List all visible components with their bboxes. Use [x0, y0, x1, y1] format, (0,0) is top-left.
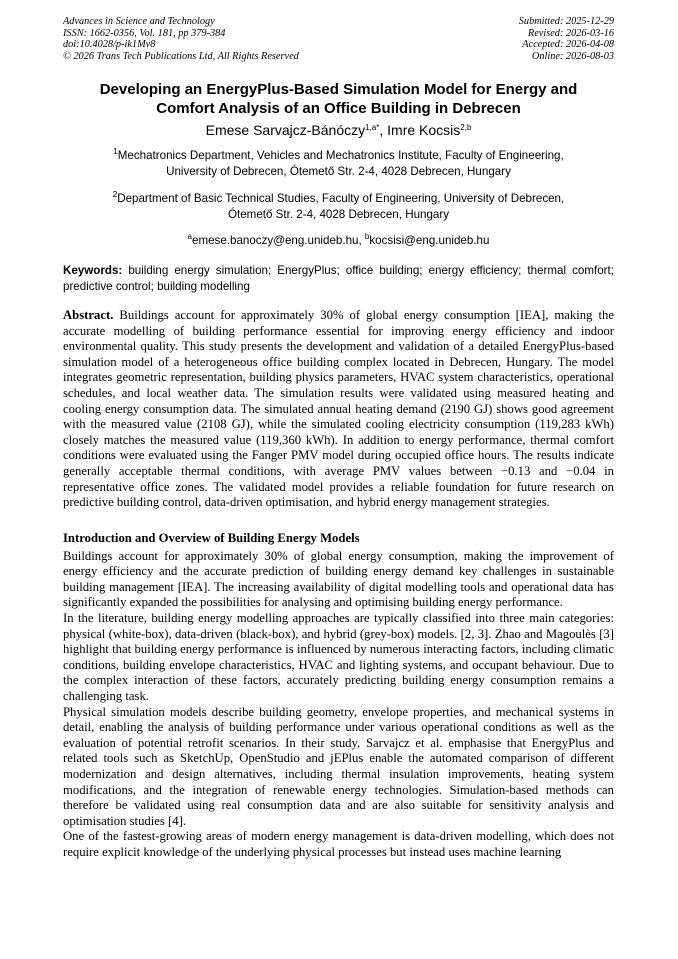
author-emails — [63, 229, 614, 249]
email-mark: b — [364, 232, 370, 242]
abstract — [63, 308, 614, 511]
submitted-date: Submitted: 2025-12-29 — [518, 16, 614, 27]
keywords-text: building energy simulation; EnergyPlus; office building; energy efficiency; thermal comfort; predictive control; building modelling — [63, 264, 614, 294]
affiliation-mark: 2 — [112, 190, 118, 200]
journal-info — [63, 16, 299, 62]
email-mark: a — [187, 232, 192, 242]
running-header — [63, 16, 614, 62]
email-separator: , — [358, 234, 365, 248]
publication-dates — [519, 16, 614, 62]
body-paragraph: One of the fastest-growing areas of modern energy management is data-driven modelling, which does not require explicit knowledge of the underlying physical processes but instead uses machine learning — [63, 829, 614, 859]
issn-line: ISSN: 1662-0356, Vol. 181, pp 379-384 — [63, 27, 226, 39]
affiliation-line: University of Debrecen, Ótemető Str. 2-4, 4028 Debrecen, Hungary — [166, 165, 511, 179]
journal-name: Advances in Science and Technology — [63, 16, 215, 27]
online-date: Online: 2026-08-03 — [531, 50, 614, 62]
author-affiliation-mark: 1,a* — [365, 123, 380, 133]
abstract-text: Buildings account for approximately 30% of global energy consumption [IEA], making the accurate modelling of building performance essential for improving energy efficiency and indoor environmental quality. This study presents the development and validation of a detailed EnergyPlus-based simulation model of a heterogeneous office building complex located in Debrecen, Hungary. The model integrates geometric representation, building physics parameters, HVAC system characteristics, operational schedules, and local weather data. The simulation results were validated using measured heating and cooling energy consumption data. The simulated annual heating demand (2190 GJ) shows good agreement with the measured value (2108 GJ), while the simulated cooling electricity consumption (119,283 kWh) closely matches the measured value (119,360 kWh). In addition to energy performance, thermal comfort conditions were evaluated using the Fanger PMV model during occupied office hours. The results indicate generally acceptable thermal conditions, with average PMV values between −0.13 and −0.04 in representative office zones. The validated model provides a reliable foundation for future research on predictive building control, data-driven optimisation, and hybrid energy management strategies. — [63, 307, 614, 510]
body-paragraph: Buildings account for approximately 30% of global energy consumption, making the improvement of energy efficiency and the accurate prediction of building energy demand key challenges in sustainable building management [IEA]. The increasing availability of digital modelling tools and operational data has significantly expanded the possibilities for analysing and optimising building energy performance. — [63, 548, 614, 610]
copyright-line: © 2026 Trans Tech Publications Ltd, All Rights Reserved — [63, 50, 299, 62]
paper-title: Developing an EnergyPlus-Based Simulation Model for Energy and Comfort Analysis of an Office Building in Debrecen — [99, 81, 578, 118]
accepted-date: Accepted: 2026-04-08 — [522, 39, 614, 51]
abstract-label: Abstract. — [63, 307, 114, 322]
keywords — [63, 263, 614, 295]
section-heading: Introduction and Overview of Building Energy Models — [63, 530, 360, 545]
author-name: Imre Kocsis — [387, 122, 461, 139]
doi-line: doi:10.4028/p-ik1Mv8 — [63, 39, 156, 51]
paper-page — [63, 16, 614, 861]
affiliation-line: Mechatronics Department, Vehicles and Mechatronics Institute, Faculty of Engineering, — [117, 149, 564, 163]
email-link[interactable]: kocsisi@eng.unideb.hu — [369, 234, 490, 248]
body-paragraph: Physical simulation models describe building geometry, envelope properties, and mechanical systems in detail, enabling the analysis of building performance under various operational conditions as well as the evaluation of potential retrofit scenarios. In their study, Sarvajcz et al. emphasise that EnergyPlus and related tools such as SketchUp, OpenStudio and jEPlus enable the automated comparison of different modernization and design alternatives, including thermal insulation improvements, heating system modifications, and the integration of renewable energy technologies. Simulation-based methods can therefore be validated using real consumption data and are also suitable for sensitivity analysis and optimisation studies [4]. — [63, 704, 614, 828]
keywords-label: Keywords: — [63, 264, 123, 278]
body-paragraph: In the literature, building energy modelling approaches are typically classified into three main categories: physical (white-box), data-driven (black-box), and hybrid (grey-box) models. [2, 3]. Zhao and Magoulès [3] highlight that building energy performance is influenced by numerous interacting factors, including climatic conditions, building envelope characteristics, HVAC and lighting systems, and occupant behaviour. Due to the complex interaction of these factors, accurately predicting building energy consumption remains a challenging task. — [63, 611, 614, 704]
author-list — [63, 119, 614, 139]
affiliation-line: Department of Basic Technical Studies, Faculty of Engineering, University of Debrecen, — [117, 192, 565, 206]
affiliation-1 — [63, 144, 614, 180]
revised-date: Revised: 2026-03-16 — [527, 27, 614, 39]
author-separator: , — [379, 122, 388, 139]
email-link[interactable]: emese.banoczy@eng.unideb.hu — [192, 234, 359, 248]
author-affiliation-mark: 2,b — [460, 123, 472, 133]
affiliation-mark: 1 — [113, 147, 118, 157]
affiliation-line: Ótemető Str. 2-4, 4028 Debrecen, Hungary — [227, 208, 450, 222]
author-name: Emese Sarvajcz-Bánóczy — [205, 122, 366, 139]
affiliation-2 — [63, 187, 614, 223]
